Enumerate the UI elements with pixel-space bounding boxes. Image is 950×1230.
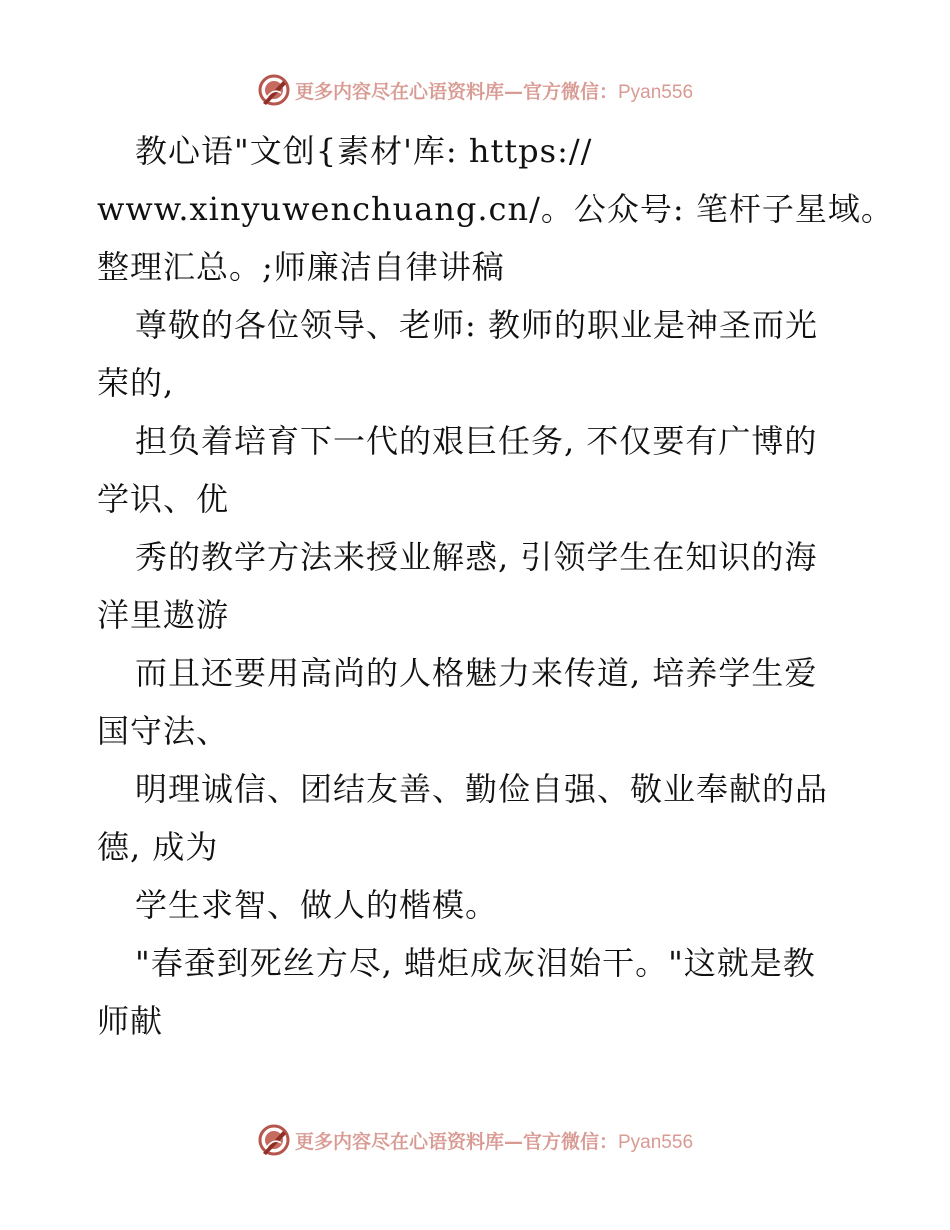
banner-text: 更多内容尽在心语资料库—官方微信：Pyan556 [294,1130,694,1153]
pen-logo-icon [257,1123,291,1157]
text-line: 担负着培育下一代的艰巨任务, 不仅要有广博的 [135,422,818,460]
footer-banner [0,1120,950,1160]
text-line: 师献 [97,1002,164,1040]
text-line: 荣的, [97,364,175,402]
header-banner [0,70,950,110]
text-line: www.xinyuwenchuang.cn/。公众号: 笔杆子星域。 [97,190,894,228]
text-line: 整理汇总。;师廉洁自律讲稿 [97,248,505,286]
text-line: 秀的教学方法来授业解惑, 引领学生在知识的海 [135,538,818,576]
text-line: 尊敬的各位领导、老师: 教师的职业是神圣而光 [135,306,818,344]
text-line: 教心语"文创{素材'库: https:// [135,132,593,170]
text-line: 洋里遨游 [97,596,230,634]
text-line: 国守法、 [97,712,230,750]
text-line: 明理诚信、团结友善、勤俭自强、敬业奉献的品 [135,770,829,808]
text-line: 学生求智、做人的楷模。 [135,886,499,924]
banner-text: 更多内容尽在心语资料库—官方微信：Pyan556 [294,80,694,103]
pen-logo-icon [257,73,291,107]
text-line: 学识、优 [97,480,230,518]
wechat-id: Pyan556 [618,1131,694,1153]
text-line: "春蚕到死丝方尽, 蜡炬成灰泪始干。"这就是教 [135,944,816,982]
wechat-id: Pyan556 [618,81,694,103]
document-body [97,122,894,1050]
text-line: 德, 成为 [97,828,219,866]
text-line: 而且还要用高尚的人格魅力来传道, 培养学生爱 [135,654,818,692]
